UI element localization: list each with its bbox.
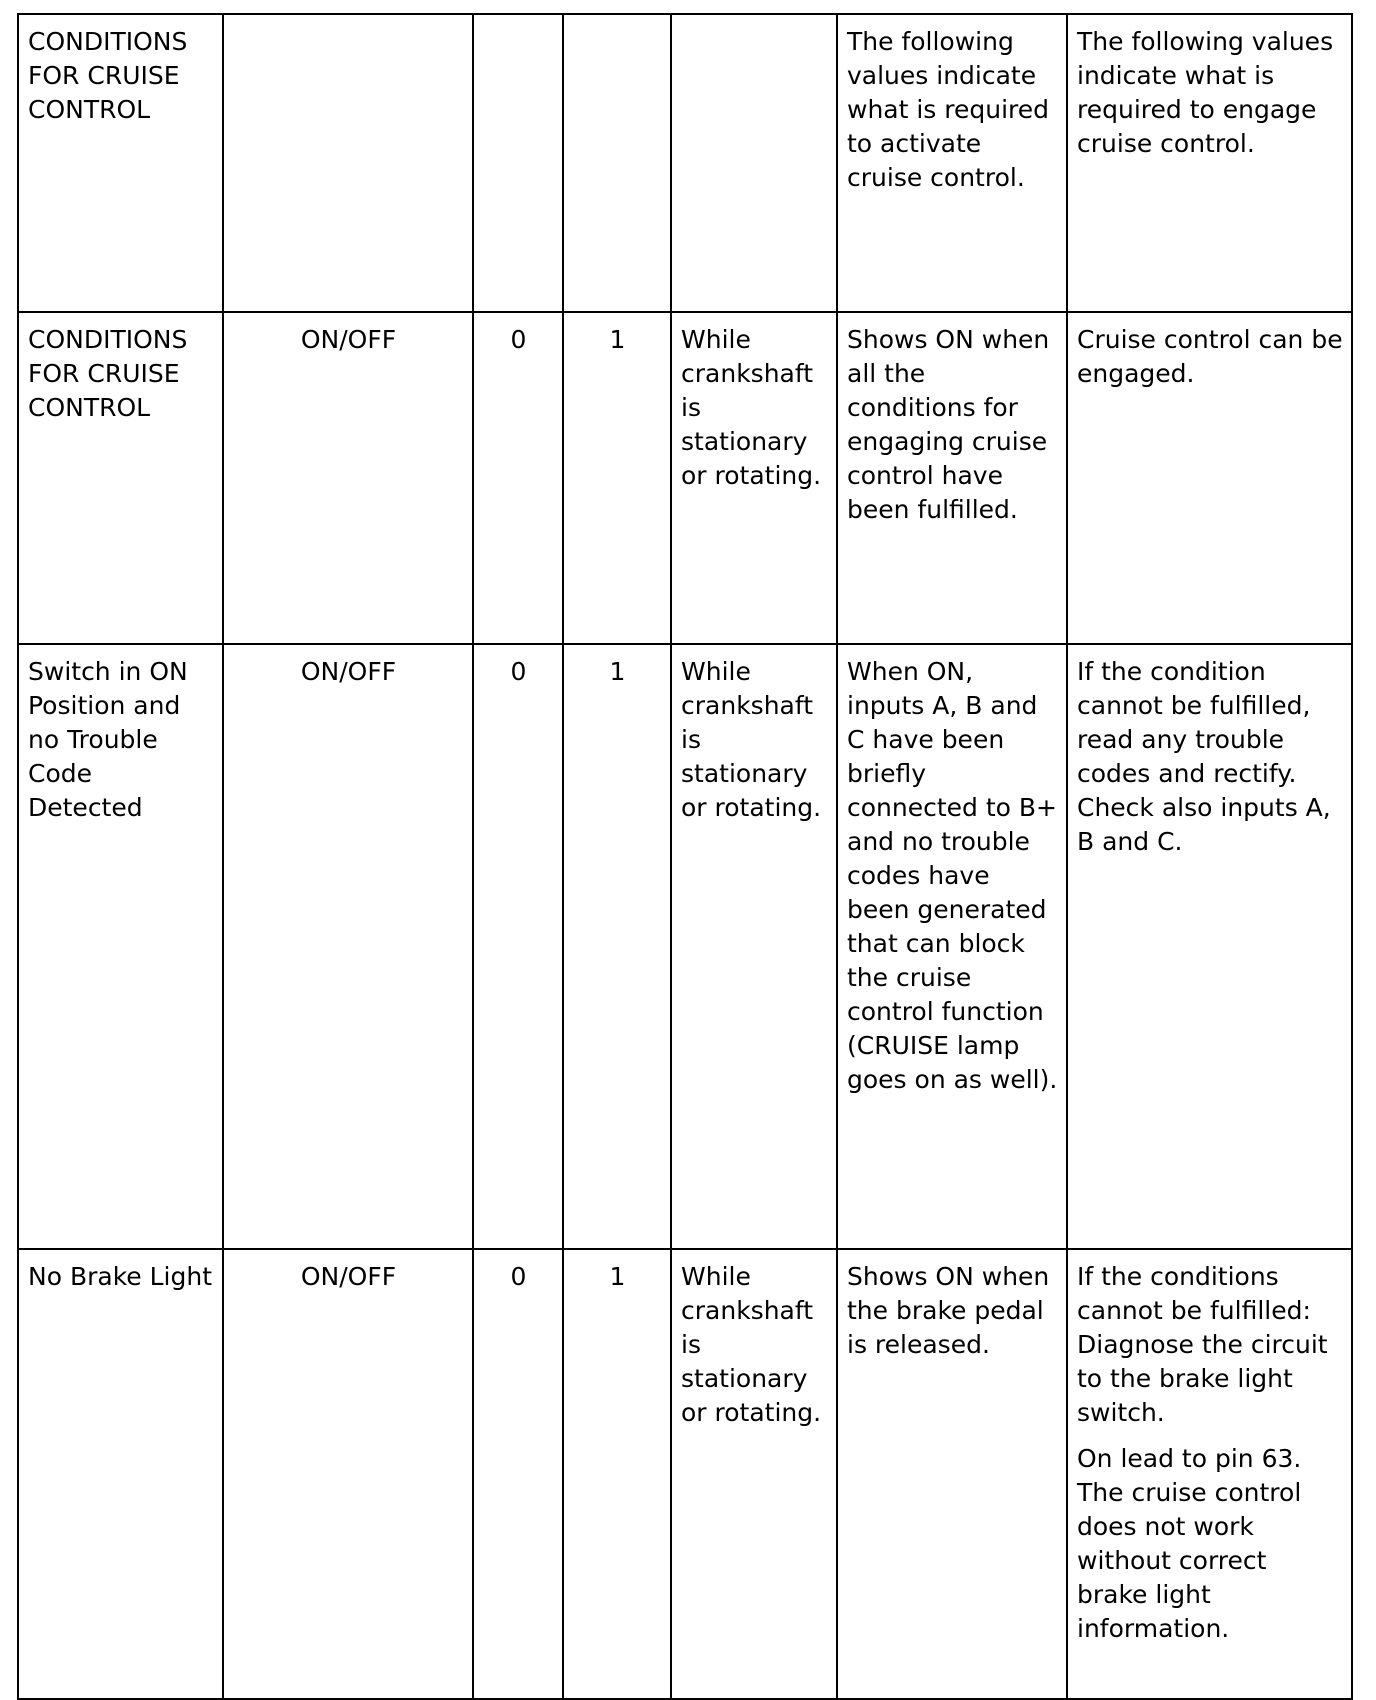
cruise-control-conditions-table [17, 13, 1353, 1700]
max-cell: 1 [563, 1249, 671, 1699]
table-row [18, 14, 1352, 312]
remedy-paragraph: The following values indicate what is required to engage cruise control. [1077, 27, 1334, 158]
condition-cell: While crankshaft is stationary or rotating. [671, 1249, 837, 1699]
remedy-paragraph: If the condition cannot be fulfilled, read any trouble codes and rectify. Check also inputs A, B and C. [1077, 657, 1331, 856]
remedy-cell [1067, 14, 1352, 312]
remedy-paragraph: Cruise control can be engaged. [1077, 325, 1343, 388]
max-cell: 1 [563, 644, 671, 1249]
min-cell: 0 [473, 1249, 563, 1699]
min-cell: 0 [473, 312, 563, 644]
remedy-paragraph: If the conditions cannot be fulfilled: Diagnose the circuit to the brake light switch. [1077, 1262, 1328, 1427]
table-row [18, 1249, 1352, 1699]
parameter-cell: No Brake Light [18, 1249, 223, 1699]
unit-cell [223, 14, 473, 312]
parameter-cell: CONDITIONS FOR CRUISE CONTROL [18, 312, 223, 644]
description-cell: Shows ON when the brake pedal is released. [837, 1249, 1067, 1699]
table-row [18, 644, 1352, 1249]
condition-cell [671, 14, 837, 312]
description-cell: When ON, inputs A, B and C have been briefly connected to B+ and no trouble codes have been generated that can block the cruise control function (CRUISE lamp goes on as well). [837, 644, 1067, 1249]
min-cell [473, 14, 563, 312]
unit-cell: ON/OFF [223, 312, 473, 644]
unit-cell: ON/OFF [223, 1249, 473, 1699]
remedy-paragraph: On lead to pin 63. The cruise control does not work without correct brake light information. [1077, 1444, 1302, 1643]
description-cell: The following values indicate what is required to activate cruise control. [837, 14, 1067, 312]
unit-cell: ON/OFF [223, 644, 473, 1249]
remedy-cell [1067, 644, 1352, 1249]
description-cell: Shows ON when all the conditions for engaging cruise control have been fulfilled. [837, 312, 1067, 644]
table-row [18, 312, 1352, 644]
parameter-cell: Switch in ON Position and no Trouble Code Detected [18, 644, 223, 1249]
max-cell: 1 [563, 312, 671, 644]
remedy-cell [1067, 312, 1352, 644]
condition-cell: While crankshaft is stationary or rotating. [671, 312, 837, 644]
parameter-cell: CONDITIONS FOR CRUISE CONTROL [18, 14, 223, 312]
condition-cell: While crankshaft is stationary or rotating. [671, 644, 837, 1249]
remedy-cell [1067, 1249, 1352, 1699]
max-cell [563, 14, 671, 312]
min-cell: 0 [473, 644, 563, 1249]
